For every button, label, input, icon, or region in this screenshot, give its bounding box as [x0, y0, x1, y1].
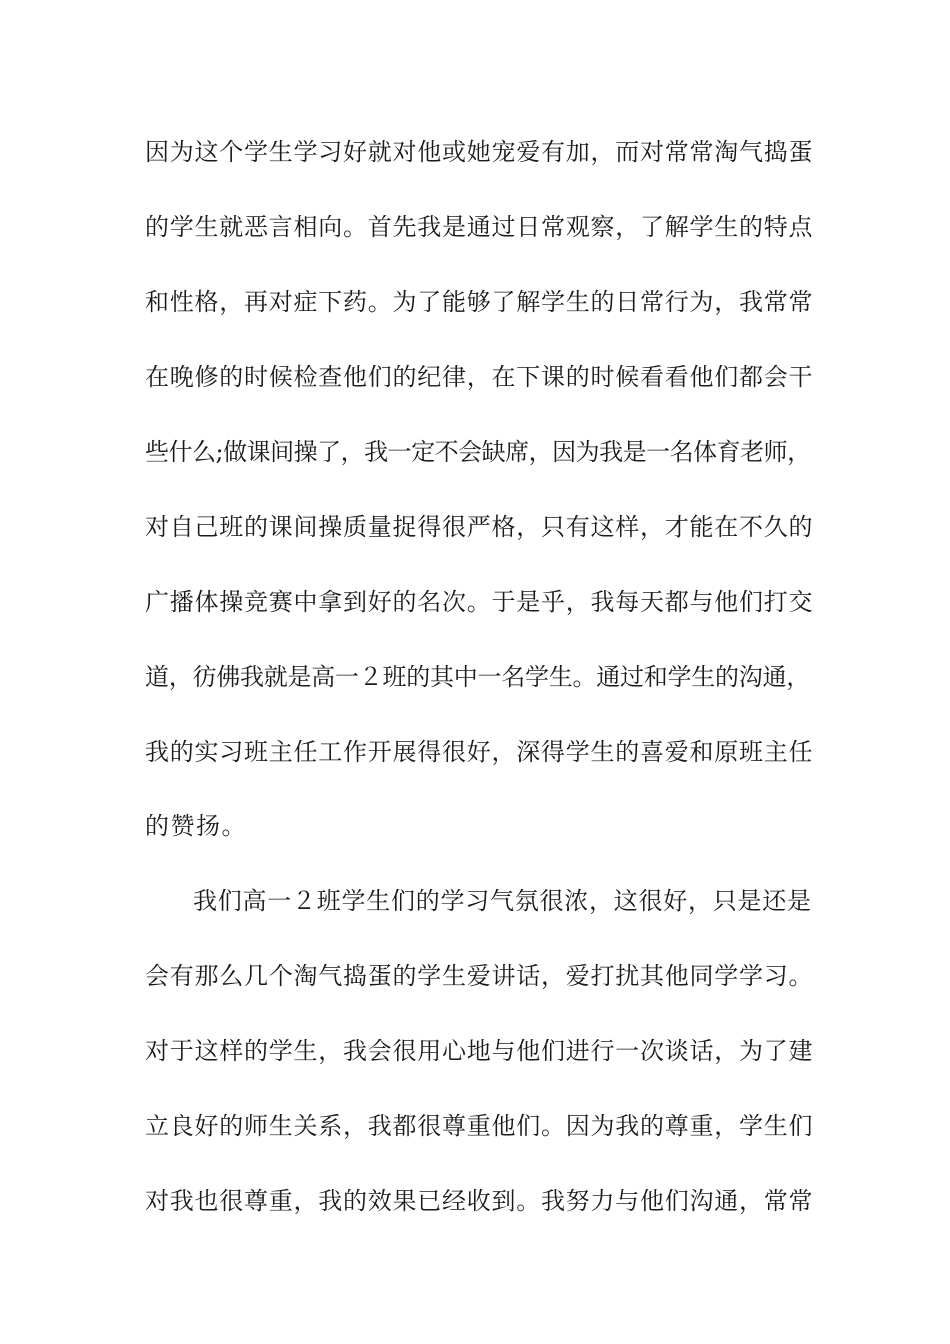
- text-line: 在晚修的时候检查他们的纪律，在下课的时候看看他们都会干: [145, 363, 814, 391]
- paragraph-first-line: 我们高一２班学生们的学习气氛很浓，这很好，只是还是: [193, 887, 812, 915]
- text-line: 的赞扬。: [145, 812, 247, 840]
- text-line: 的学生就恶言相向。首先我是通过日常观察，了解学生的特点: [145, 213, 814, 241]
- text-line: 道，彷佛我就是高一２班的其中一名学生。通过和学生的沟通，: [145, 663, 810, 691]
- text-line: 因为这个学生学习好就对他或她宠爱有加，而对常常淘气捣蛋: [145, 138, 814, 166]
- text-line: 我的实习班主任工作开展得很好，深得学生的喜爱和原班主任: [145, 738, 814, 766]
- text-line: 对于这样的学生，我会很用心地与他们进行一次谈话，为了建: [145, 1037, 814, 1065]
- text-line: 对我也很尊重，我的效果已经收到。我努力与他们沟通，常常: [145, 1187, 814, 1215]
- text-line: 广播体操竞赛中拿到好的名次。于是乎，我每天都与他们打交: [145, 588, 814, 616]
- text-line: 和性格，再对症下药。为了能够了解学生的日常行为，我常常: [145, 288, 814, 316]
- text-line: 立良好的师生关系，我都很尊重他们。因为我的尊重，学生们: [145, 1112, 814, 1140]
- text-line: 些什么;做课间操了，我一定不会缺席，因为我是一名体育老师，: [145, 438, 811, 466]
- text-line: 会有那么几个淘气捣蛋的学生爱讲话，爱打扰其他同学学习。: [145, 962, 814, 990]
- text-line: 对自己班的课间操质量捉得很严格，只有这样，才能在不久的: [145, 513, 814, 541]
